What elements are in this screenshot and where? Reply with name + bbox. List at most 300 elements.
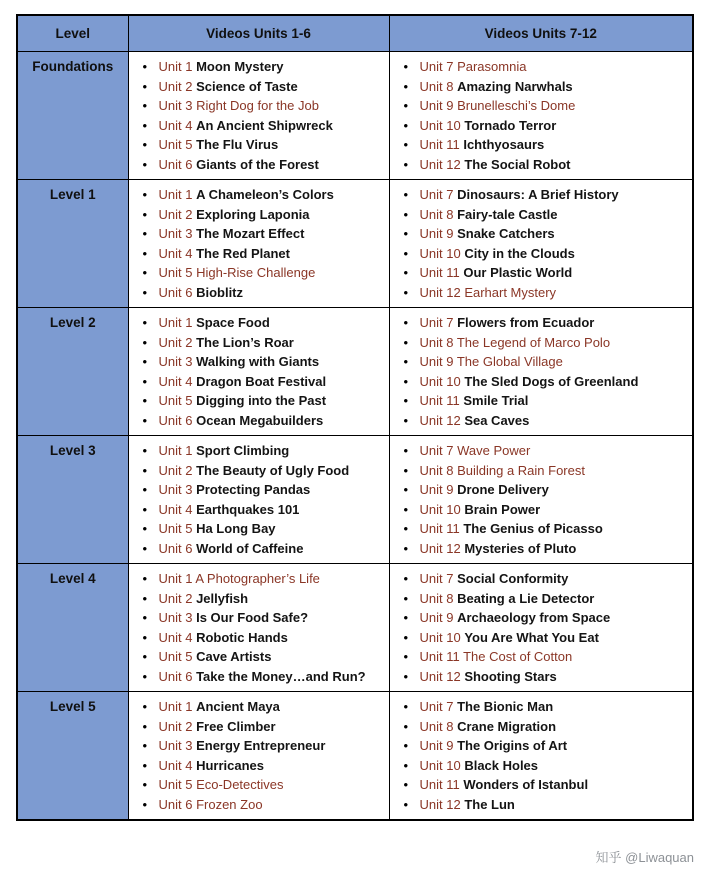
unit-title: Earthquakes 101 xyxy=(196,501,300,517)
unit-title: Right Dog for the Job xyxy=(196,98,319,113)
unit-text xyxy=(159,775,383,795)
bullet-icon: • xyxy=(142,245,148,261)
unit-text xyxy=(159,667,383,687)
unit-number: Unit 10 xyxy=(419,629,465,645)
units-1-6-list xyxy=(137,441,383,558)
unit-list-item xyxy=(398,717,687,737)
unit-title: Building a Rain Forest xyxy=(457,462,585,478)
unit-list-item xyxy=(398,589,687,609)
unit-number: Unit 6 xyxy=(158,796,197,812)
bullet-icon: • xyxy=(142,334,148,350)
unit-list-item xyxy=(137,283,383,303)
unit-number: Unit 3 xyxy=(158,226,197,241)
unit-number: Unit 4 xyxy=(158,245,197,261)
unit-title: Wonders of Istanbul xyxy=(463,777,589,792)
unit-title: Earhart Mystery xyxy=(464,284,557,300)
unit-title: Exploring Laponia xyxy=(196,206,310,222)
level-cell: Level 3 xyxy=(17,436,128,564)
unit-text xyxy=(420,313,687,333)
unit-list-item xyxy=(137,717,383,737)
bullet-icon: • xyxy=(142,610,148,625)
unit-number: Unit 5 xyxy=(158,777,197,792)
unit-number: Unit 10 xyxy=(419,373,465,389)
unit-list-item xyxy=(398,647,687,667)
unit-title: Walking with Giants xyxy=(196,354,320,369)
unit-list-item xyxy=(398,333,687,353)
unit-number: Unit 7 xyxy=(419,315,458,330)
unit-list-item xyxy=(137,519,383,539)
unit-text xyxy=(420,333,687,353)
unit-list-item xyxy=(398,667,687,687)
unit-text xyxy=(420,717,687,737)
unit-title: Flowers from Ecuador xyxy=(457,315,595,330)
unit-text xyxy=(159,57,383,77)
unit-number: Unit 10 xyxy=(419,757,465,773)
bullet-icon: • xyxy=(142,699,148,714)
table-row xyxy=(17,564,693,692)
unit-title: Drone Delivery xyxy=(457,482,549,497)
unit-text xyxy=(420,539,687,559)
bullet-icon: • xyxy=(142,757,148,773)
unit-number: Unit 12 xyxy=(419,284,465,300)
units-1-6-list xyxy=(137,697,383,814)
unit-number: Unit 12 xyxy=(419,540,465,556)
unit-list-item xyxy=(137,96,383,116)
bullet-icon: • xyxy=(403,156,409,172)
unit-text xyxy=(159,736,383,756)
unit-list-item xyxy=(398,441,687,461)
unit-list-item xyxy=(398,96,687,116)
unit-text xyxy=(159,647,383,667)
units-1-6-cell xyxy=(128,52,389,180)
unit-title: Protecting Pandas xyxy=(196,482,311,497)
unit-title: Shooting Stars xyxy=(464,668,557,684)
unit-title: Science of Taste xyxy=(196,78,298,94)
bullet-icon: • xyxy=(403,540,409,556)
unit-title: Hurricanes xyxy=(196,757,264,773)
unit-list-item xyxy=(398,628,687,648)
bullet-icon: • xyxy=(403,738,409,753)
unit-text xyxy=(420,756,687,776)
table-body xyxy=(17,52,693,821)
unit-list-item xyxy=(137,697,383,717)
header-units-7-12: Videos Units 7-12 xyxy=(389,15,693,52)
unit-title: Free Climber xyxy=(196,718,276,734)
unit-number: Unit 11 xyxy=(419,521,464,536)
bullet-icon: • xyxy=(142,98,148,113)
bullet-icon: • xyxy=(142,265,148,280)
bullet-icon: • xyxy=(403,117,409,133)
unit-number: Unit 3 xyxy=(158,738,197,753)
unit-list-item xyxy=(137,411,383,431)
unit-number: Unit 10 xyxy=(419,501,465,517)
unit-number: Unit 1 xyxy=(158,699,197,714)
unit-list-item xyxy=(137,372,383,392)
bullet-icon: • xyxy=(403,265,409,280)
unit-number: Unit 2 xyxy=(158,718,197,734)
units-1-6-list xyxy=(137,569,383,686)
unit-text xyxy=(159,500,383,520)
unit-number: Unit 1 xyxy=(158,315,197,330)
unit-number: Unit 9 xyxy=(419,226,458,241)
unit-text xyxy=(159,519,383,539)
unit-number: Unit 2 xyxy=(158,462,197,478)
unit-list-item xyxy=(398,135,687,155)
unit-text xyxy=(159,313,383,333)
bullet-icon: • xyxy=(142,284,148,300)
unit-text xyxy=(420,283,687,303)
unit-title: Giants of the Forest xyxy=(196,156,319,172)
unit-number: Unit 9 xyxy=(419,738,458,753)
unit-number: Unit 8 xyxy=(419,206,458,222)
unit-list-item xyxy=(137,480,383,500)
unit-number: Unit 3 xyxy=(158,482,197,497)
unit-number: Unit 5 xyxy=(158,137,197,152)
units-1-6-cell xyxy=(128,436,389,564)
unit-number: Unit 5 xyxy=(158,649,197,664)
unit-list-item xyxy=(398,185,687,205)
unit-text xyxy=(420,372,687,392)
unit-number: Unit 4 xyxy=(158,629,197,645)
unit-list-item xyxy=(398,500,687,520)
unit-text xyxy=(159,224,383,244)
unit-text xyxy=(159,352,383,372)
unit-number: Unit 2 xyxy=(158,334,197,350)
unit-text xyxy=(420,519,687,539)
unit-title: Dragon Boat Festival xyxy=(196,373,327,389)
unit-number: Unit 12 xyxy=(419,156,465,172)
unit-text xyxy=(159,283,383,303)
unit-title: Beating a Lie Detector xyxy=(457,590,595,606)
bullet-icon: • xyxy=(403,187,409,202)
bullet-icon: • xyxy=(403,590,409,606)
bullet-icon: • xyxy=(142,78,148,94)
unit-list-item xyxy=(398,411,687,431)
unit-text xyxy=(420,155,687,175)
unit-title: Snake Catchers xyxy=(457,226,555,241)
unit-number: Unit 12 xyxy=(419,796,465,812)
unit-title: A Chameleon’s Colors xyxy=(196,187,334,202)
unit-title: The Sled Dogs of Greenland xyxy=(464,373,639,389)
unit-list-item xyxy=(137,244,383,264)
unit-list-item xyxy=(137,569,383,589)
unit-title: Digging into the Past xyxy=(196,393,327,408)
unit-number: Unit 3 xyxy=(158,610,197,625)
unit-number: Unit 8 xyxy=(419,590,458,606)
unit-list-item xyxy=(398,313,687,333)
unit-list-item xyxy=(137,263,383,283)
unit-text xyxy=(420,135,687,155)
unit-list-item xyxy=(398,116,687,136)
units-7-12-list xyxy=(398,185,687,302)
unit-text xyxy=(159,756,383,776)
unit-text xyxy=(420,500,687,520)
unit-list-item xyxy=(137,116,383,136)
bullet-icon: • xyxy=(142,796,148,812)
bullet-icon: • xyxy=(142,571,148,586)
bullet-icon: • xyxy=(142,393,148,408)
unit-list-item xyxy=(398,461,687,481)
bullet-icon: • xyxy=(142,590,148,606)
unit-number: Unit 5 xyxy=(158,393,197,408)
units-7-12-cell xyxy=(389,308,693,436)
unit-number: Unit 4 xyxy=(158,373,197,389)
unit-title: An Ancient Shipwreck xyxy=(196,117,333,133)
unit-list-item xyxy=(398,480,687,500)
unit-title: The Bionic Man xyxy=(457,699,554,714)
bullet-icon: • xyxy=(142,443,148,458)
bullet-icon: • xyxy=(403,59,409,74)
bullet-icon: • xyxy=(142,156,148,172)
bullet-icon: • xyxy=(142,206,148,222)
unit-number: Unit 10 xyxy=(419,245,465,261)
bullet-icon: • xyxy=(142,521,148,536)
unit-number: Unit 1 xyxy=(158,187,197,202)
unit-text xyxy=(159,77,383,97)
unit-title: Mysteries of Pluto xyxy=(464,540,577,556)
unit-text xyxy=(420,628,687,648)
unit-text xyxy=(420,461,687,481)
unit-text xyxy=(159,795,383,815)
unit-title: Is Our Food Safe? xyxy=(196,610,309,625)
bullet-icon: • xyxy=(403,501,409,517)
bullet-icon: • xyxy=(403,571,409,586)
bullet-icon: • xyxy=(403,412,409,428)
unit-number: Unit 5 xyxy=(158,521,197,536)
bullet-icon: • xyxy=(142,501,148,517)
unit-text xyxy=(420,244,687,264)
unit-number: Unit 7 xyxy=(419,443,458,458)
unit-text xyxy=(159,135,383,155)
unit-title: The Red Planet xyxy=(196,245,290,261)
unit-number: Unit 11 xyxy=(419,649,464,664)
bullet-icon: • xyxy=(403,668,409,684)
unit-number: Unit 1 xyxy=(158,571,196,586)
unit-text xyxy=(159,96,383,116)
unit-text xyxy=(159,155,383,175)
unit-title: Ha Long Bay xyxy=(196,521,276,536)
bullet-icon: • xyxy=(142,629,148,645)
unit-text xyxy=(420,352,687,372)
unit-title: Ichthyosaurs xyxy=(463,137,545,152)
unit-text xyxy=(159,628,383,648)
unit-number: Unit 7 xyxy=(419,699,458,714)
unit-number: Unit 3 xyxy=(158,98,197,113)
unit-list-item xyxy=(137,135,383,155)
unit-title: A Photographer’s Life xyxy=(195,571,320,586)
unit-list-item xyxy=(398,608,687,628)
unit-text xyxy=(420,224,687,244)
unit-text xyxy=(159,333,383,353)
unit-number: Unit 11 xyxy=(419,777,464,792)
unit-title: Robotic Hands xyxy=(196,629,288,645)
unit-title: Crane Migration xyxy=(457,718,557,734)
bullet-icon: • xyxy=(403,226,409,241)
unit-number: Unit 9 xyxy=(419,482,458,497)
unit-title: Moon Mystery xyxy=(196,59,284,74)
unit-title: The Flu Virus xyxy=(196,137,279,152)
units-1-6-cell xyxy=(128,180,389,308)
video-units-table xyxy=(16,14,694,821)
unit-text xyxy=(420,589,687,609)
unit-number: Unit 5 xyxy=(158,265,197,280)
unit-text xyxy=(420,96,687,116)
unit-title: The Global Village xyxy=(456,354,563,369)
unit-list-item xyxy=(398,519,687,539)
unit-list-item xyxy=(137,441,383,461)
unit-list-item xyxy=(398,283,687,303)
unit-title: Sport Climbing xyxy=(196,443,290,458)
units-1-6-list xyxy=(137,185,383,302)
unit-list-item xyxy=(137,77,383,97)
unit-text xyxy=(420,185,687,205)
unit-number: Unit 11 xyxy=(419,265,464,280)
units-1-6-cell xyxy=(128,692,389,821)
unit-list-item xyxy=(398,697,687,717)
units-7-12-cell xyxy=(389,52,693,180)
bullet-icon: • xyxy=(142,226,148,241)
bullet-icon: • xyxy=(142,354,148,369)
unit-list-item xyxy=(137,539,383,559)
unit-title: Parasomnia xyxy=(457,59,527,74)
unit-title: Amazing Narwhals xyxy=(457,78,573,94)
unit-text xyxy=(159,116,383,136)
units-7-12-list xyxy=(398,313,687,430)
bullet-icon: • xyxy=(403,315,409,330)
table-row xyxy=(17,52,693,180)
unit-text xyxy=(159,205,383,225)
unit-list-item xyxy=(137,756,383,776)
unit-list-item xyxy=(137,795,383,815)
unit-list-item xyxy=(137,224,383,244)
bullet-icon: • xyxy=(142,738,148,753)
unit-title: Jellyfish xyxy=(196,590,249,606)
unit-title: Social Conformity xyxy=(457,571,569,586)
watermark: 知乎 @Liwaquan xyxy=(595,850,694,865)
level-cell: Foundations xyxy=(17,52,128,180)
unit-text xyxy=(420,736,687,756)
unit-list-item xyxy=(137,500,383,520)
unit-number: Unit 12 xyxy=(419,668,465,684)
bullet-icon: • xyxy=(142,462,148,478)
unit-list-item xyxy=(398,539,687,559)
unit-number: Unit 10 xyxy=(419,117,465,133)
unit-title: The Social Robot xyxy=(464,156,571,172)
unit-list-item xyxy=(398,57,687,77)
bullet-icon: • xyxy=(403,443,409,458)
unit-text xyxy=(420,697,687,717)
unit-title: Ancient Maya xyxy=(196,699,280,714)
bullet-icon: • xyxy=(403,777,409,792)
header-row xyxy=(17,15,693,52)
unit-title: The Lion’s Roar xyxy=(196,334,294,350)
unit-text xyxy=(159,411,383,431)
unit-text xyxy=(159,372,383,392)
unit-text xyxy=(159,244,383,264)
level-cell: Level 1 xyxy=(17,180,128,308)
unit-title: City in the Clouds xyxy=(464,245,575,261)
units-7-12-list xyxy=(398,57,687,174)
unit-list-item xyxy=(398,795,687,815)
unit-number: Unit 6 xyxy=(158,284,197,300)
bullet-icon: • xyxy=(142,187,148,202)
unit-title: Smile Trial xyxy=(463,393,529,408)
unit-title: Ocean Megabuilders xyxy=(196,412,324,428)
unit-number: Unit 4 xyxy=(158,117,197,133)
unit-number: Unit 9 xyxy=(419,354,457,369)
unit-text xyxy=(420,116,687,136)
unit-title: Energy Entrepreneur xyxy=(196,738,326,753)
unit-number: Unit 8 xyxy=(419,334,457,350)
unit-number: Unit 9 xyxy=(419,98,458,113)
unit-text xyxy=(159,608,383,628)
bullet-icon: • xyxy=(142,412,148,428)
unit-list-item xyxy=(137,608,383,628)
unit-number: Unit 6 xyxy=(158,668,197,684)
table-row xyxy=(17,436,693,564)
unit-title: Tornado Terror xyxy=(464,117,557,133)
unit-text xyxy=(420,480,687,500)
unit-list-item xyxy=(137,461,383,481)
unit-text xyxy=(159,185,383,205)
unit-list-item xyxy=(137,352,383,372)
unit-text xyxy=(159,697,383,717)
units-7-12-cell xyxy=(389,692,693,821)
bullet-icon: • xyxy=(142,649,148,664)
unit-title: Fairy-tale Castle xyxy=(457,206,558,222)
bullet-icon: • xyxy=(142,373,148,389)
unit-list-item xyxy=(137,313,383,333)
unit-list-item xyxy=(137,333,383,353)
unit-list-item xyxy=(137,647,383,667)
unit-title: Eco-Detectives xyxy=(196,777,284,792)
unit-text xyxy=(420,569,687,589)
header-units-1-6: Videos Units 1-6 xyxy=(128,15,389,52)
bullet-icon: • xyxy=(403,98,409,113)
unit-list-item xyxy=(137,155,383,175)
table-row xyxy=(17,180,693,308)
bullet-icon: • xyxy=(403,482,409,497)
bullet-icon: • xyxy=(142,718,148,734)
unit-text xyxy=(420,647,687,667)
unit-list-item xyxy=(137,736,383,756)
unit-list-item xyxy=(137,628,383,648)
bullet-icon: • xyxy=(403,629,409,645)
unit-title: Bioblitz xyxy=(196,284,244,300)
unit-list-item xyxy=(137,205,383,225)
units-7-12-list xyxy=(398,441,687,558)
unit-text xyxy=(420,775,687,795)
unit-list-item xyxy=(398,77,687,97)
unit-title: You Are What You Eat xyxy=(464,629,599,645)
bullet-icon: • xyxy=(403,284,409,300)
units-1-6-cell xyxy=(128,564,389,692)
unit-text xyxy=(420,57,687,77)
bullet-icon: • xyxy=(403,393,409,408)
bullet-icon: • xyxy=(142,668,148,684)
unit-list-item xyxy=(137,391,383,411)
unit-title: Space Food xyxy=(196,315,270,330)
unit-text xyxy=(159,263,383,283)
unit-number: Unit 8 xyxy=(419,462,458,478)
level-cell: Level 4 xyxy=(17,564,128,692)
bullet-icon: • xyxy=(403,354,409,369)
unit-list-item xyxy=(398,372,687,392)
unit-list-item xyxy=(398,155,687,175)
unit-title: Archaeology from Space xyxy=(457,610,611,625)
level-cell: Level 2 xyxy=(17,308,128,436)
unit-number: Unit 6 xyxy=(158,412,197,428)
